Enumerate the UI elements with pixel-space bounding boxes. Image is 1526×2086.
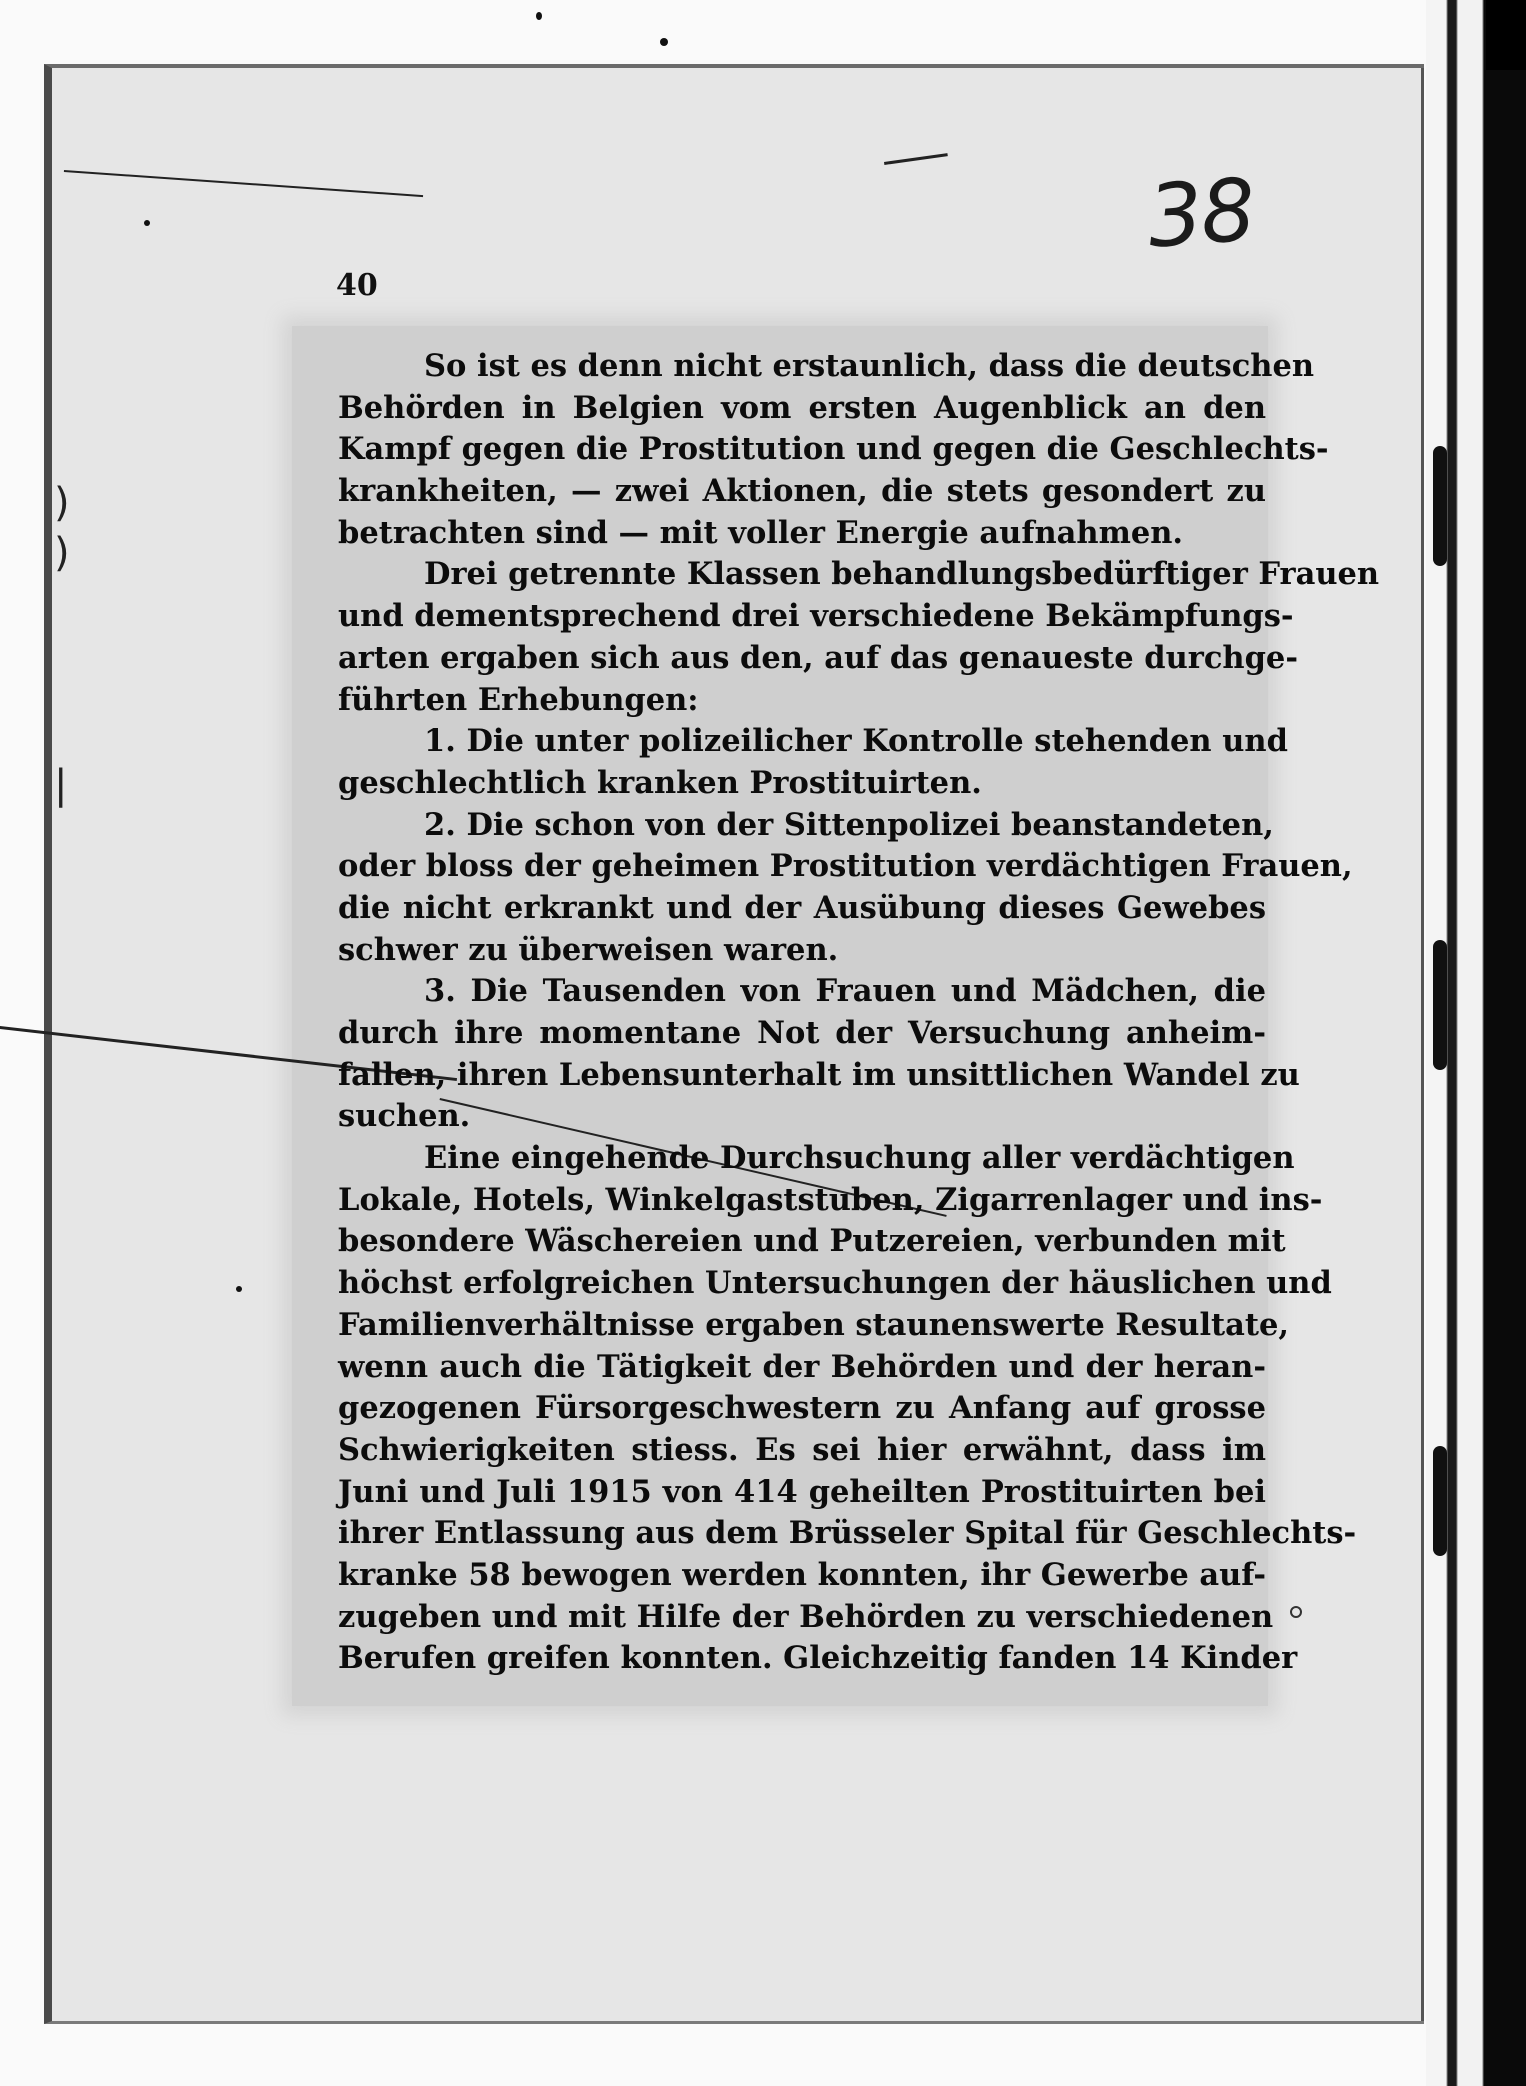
text-line: Familienverhältnisse ergaben staunenswerte Resultate, xyxy=(338,1306,1289,1343)
margin-mark: ) xyxy=(54,480,70,526)
text-line: durch ihre momentane Not der Versuchung anheim- xyxy=(338,1015,1266,1051)
text-line: Berufen greifen konnten. Gleichzeitig fanden 14 Kinder xyxy=(338,1640,1298,1677)
text-line: Lokale, Hotels, Winkelgaststuben, Zigarrenlager und ins- xyxy=(338,1181,1323,1218)
text-line: Schwierigkeiten stiess. Es sei hier erwähnt, dass im xyxy=(338,1431,1266,1468)
sheet-edge xyxy=(1421,68,1424,2021)
text-line: 3. Die Tausenden von Frauen und Mädchen, die xyxy=(424,973,1266,1010)
margin-mark: ) xyxy=(54,530,70,576)
text-line: höchst erfolgreichen Untersuchungen der häuslichen und xyxy=(338,1265,1332,1302)
scan-speck xyxy=(236,1286,242,1292)
scan-speck xyxy=(1290,1606,1302,1618)
text-line: Eine eingehende Durchsuchung aller verdächtigen xyxy=(424,1140,1295,1177)
text-line: Drei getrennte Klassen behandlungsbedürftiger Frauen xyxy=(424,556,1380,593)
margin-mark: | xyxy=(54,762,68,808)
text-line: arten ergaben sich aus den, auf das genaueste durchge- xyxy=(338,639,1298,676)
binding-clip xyxy=(1433,940,1447,1070)
binding-clip xyxy=(1433,1446,1447,1556)
text-line: und dementsprechend drei verschiedene Bekämpfungs- xyxy=(338,598,1294,635)
text-line: zugeben und mit Hilfe der Behörden zu verschiedenen xyxy=(338,1598,1274,1635)
text-line: geschlechtlich kranken Prostituirten. xyxy=(338,764,982,801)
text-line: 2. Die schon von der Sittenpolizei beanstandeten, xyxy=(424,806,1274,843)
text-line: betrachten sind — mit voller Energie aufnahmen. xyxy=(338,514,1184,551)
text-line: So ist es denn nicht erstaunlich, dass die deutschen xyxy=(424,348,1315,384)
text-line: gezogenen Fürsorgeschwestern zu Anfang auf grosse xyxy=(338,1390,1266,1427)
text-line: die nicht erkrankt und der Ausübung dieses Gewebes xyxy=(338,889,1266,926)
scan-speck xyxy=(660,38,668,46)
scan-speck xyxy=(144,220,150,226)
text-line: fallen, ihren Lebensunterhalt im unsittlichen Wandel zu xyxy=(338,1056,1300,1093)
binding-clip xyxy=(1433,446,1447,566)
text-line: schwer zu überweisen waren. xyxy=(338,931,839,968)
page-number: 40 xyxy=(336,268,378,303)
text-line: oder bloss der geheimen Prostitution verdächtigen Frauen, xyxy=(338,848,1353,885)
text-line: führten Erhebungen: xyxy=(338,681,699,718)
binding-shadow xyxy=(1486,0,1526,70)
text-line: suchen. xyxy=(338,1098,471,1135)
text-line: besondere Wäschereien und Putzereien, verbunden mit xyxy=(338,1223,1286,1260)
text-line: Kampf gegen die Prostitution und gegen die Geschlechts- xyxy=(338,431,1329,468)
body-text xyxy=(338,346,1380,1680)
text-line: Juni und Juli 1915 von 414 geheilten Prostituirten bei xyxy=(338,1473,1266,1510)
handwritten-folio-number: 38 xyxy=(1144,160,1257,268)
text-line: ihrer Entlassung aus dem Brüsseler Spital für Geschlechts- xyxy=(338,1515,1357,1552)
scan-speck xyxy=(536,12,542,20)
text-line: 1. Die unter polizeilicher Kontrolle stehenden und xyxy=(424,723,1288,760)
text-line: kranke 58 bewogen werden konnten, ihr Gewerbe auf- xyxy=(338,1556,1266,1593)
text-line: Behörden in Belgien vom ersten Augenblick an den xyxy=(338,389,1266,426)
text-line: krankheiten, — zwei Aktionen, die stets gesondert zu xyxy=(338,473,1266,510)
text-line: wenn auch die Tätigkeit der Behörden und der heran- xyxy=(338,1348,1266,1385)
